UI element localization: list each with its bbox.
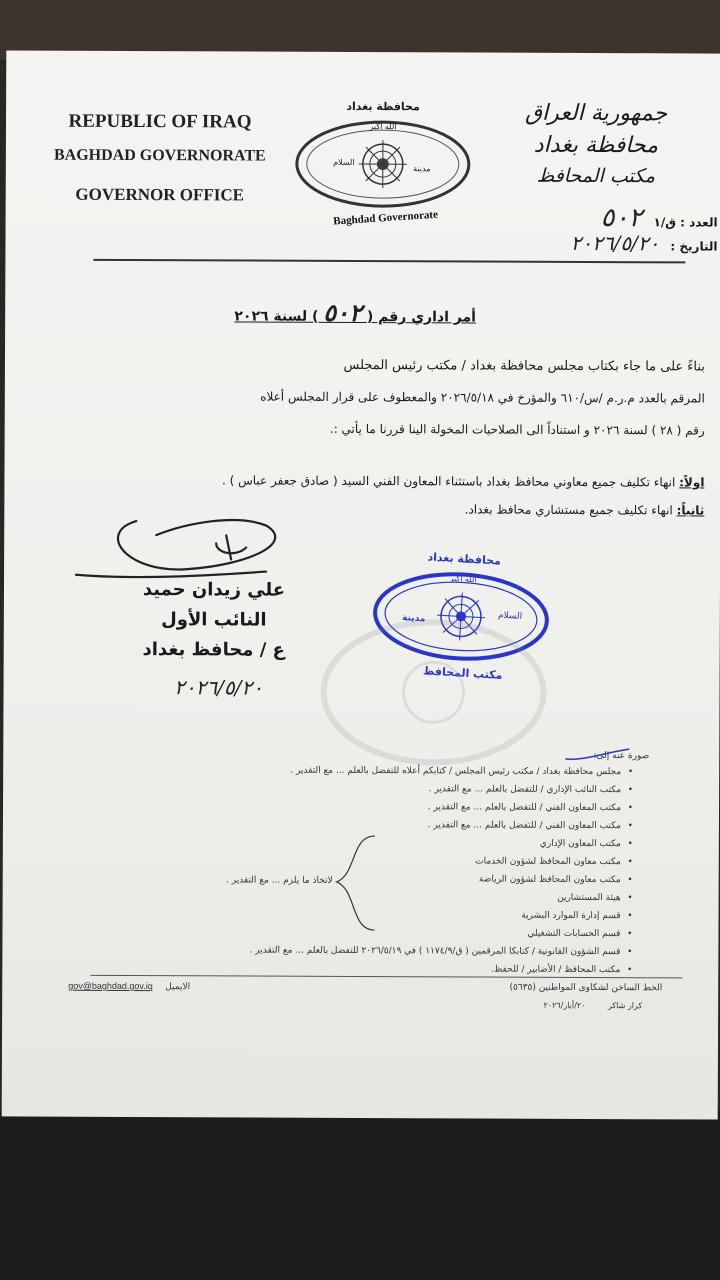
cc-item: • قسم الشؤون القانونية / كتابكا المرقمين ( ق/١١٧٤/٩ ) في ٢٠٢٦/٥/١٩ للتفضل بالعلم ... مع التقدير . <box>250 946 621 958</box>
number-value: ٥٠٢ <box>600 203 643 234</box>
header-ar-line2: محافظة بغداد <box>533 132 659 159</box>
cc-item: • قسم الحسابات التشغيلي <box>527 929 620 939</box>
order-title-start: أمر اداري رقم ( <box>366 309 476 326</box>
date-label: التاريخ : <box>670 239 718 254</box>
stamp-bottom-text: مكتب المحافظ <box>422 664 503 682</box>
cc-item: • مكتب معاون المحافظ لشؤون الرياضة <box>479 875 621 886</box>
signer-name: علي زيدان حميد <box>142 579 286 601</box>
document-date <box>477 231 717 258</box>
cc-item: • مكتب المعاون الإداري <box>540 839 621 849</box>
cc-item: • مكتب المعاون الفني / للتفضل بالعلم ... مع التقدير . <box>428 820 621 831</box>
footer-ref-date: ٢٠/أيار/٢٠٢٦ <box>543 1000 586 1010</box>
cc-bracket-note: لاتخاذ ما يلزم ... مع التقدير . <box>225 875 333 886</box>
body-line2: المرقم بالعدد م.ر.م /س/٦١٠ والمؤرخ في ٢٠٢٦/٥/١٨ والمعطوف على قرار المجلس أعلاه <box>260 389 705 406</box>
footer-email[interactable]: gov@baghdad.gov.iq <box>68 980 153 992</box>
order-title-end: ) لسنة ٢٠٢٦ <box>234 308 319 325</box>
header-en-line2: BAGHDAD GOVERNORATE <box>53 146 266 165</box>
signer-title1: النائب الأول <box>161 609 267 631</box>
item2-text: انهاء تكليف جميع مستشاري محافظ بغداد. <box>464 502 673 518</box>
governorate-logo <box>288 100 479 231</box>
cc-heading: صورة عنه إلى: <box>593 751 650 762</box>
logo-inner-text3: مدينة <box>413 164 431 174</box>
cc-bracket-icon <box>330 834 380 934</box>
cc-item: • هيئة المستشارين <box>557 893 621 903</box>
item1-label: اولاً: <box>679 475 705 490</box>
header-ar-line1: جمهورية العراق <box>524 100 668 127</box>
header-en-line3: GOVERNOR OFFICE <box>75 184 245 205</box>
signature-date: ٢٠٢٦/٥/٢٠ <box>174 675 263 700</box>
stamp-top-text: محافظة بغداد <box>427 550 502 568</box>
number-label: العدد : ق/١ <box>653 215 718 230</box>
item1-text: انهاء تكليف جميع معاوني محافظ بغداد باستثناء المعاون الفني السيد ( صادق جعفر عباس ) . <box>221 473 676 490</box>
cc-item: • مجلس محافظة بغداد / مكتب رئيس المجلس / كتابكم أعلاه للتفضل بالعلم ... مع التقدير . <box>290 766 621 777</box>
cc-item: • مكتب المعاون الفني / للتفضل بالعلم ... مع التقدير . <box>428 802 621 813</box>
signer-title2: ع / محافظ بغداد <box>142 639 285 661</box>
order-number: ٥٠٢ <box>323 297 363 327</box>
footer-email-block <box>68 981 268 993</box>
logo-bottom-text: Baghdad Governorate <box>332 208 439 228</box>
order-title <box>195 297 515 327</box>
item2-label: ثانياً: <box>676 503 705 518</box>
cc-item: • قسم إدارة الموارد البشرية <box>521 911 620 921</box>
logo-inner-text1: الله أكبر <box>369 122 397 132</box>
date-value: ٢٠٢٦/٥/٢٠ <box>570 230 660 256</box>
document-number <box>478 203 718 234</box>
order-item-1 <box>84 473 704 490</box>
footer-divider <box>90 975 682 979</box>
stamp-inner-text1: الله أكبر <box>449 573 477 585</box>
cc-item: • مكتب المحافظ / الأضابير / للحفظ. <box>491 965 620 976</box>
footer-hotline: الخط الساخن لشكاوى المواطنين (٥٦٣٥) <box>509 982 663 994</box>
footer-reference <box>442 1000 642 1010</box>
stamp-inner-text3: مدينة <box>401 613 426 625</box>
watermark-emblem-icon <box>303 612 564 773</box>
footer-email-label: الايميل <box>165 982 191 993</box>
header-divider <box>93 259 685 264</box>
logo-top-text: محافظة بغداد <box>346 99 420 114</box>
cc-underline-mark-icon <box>563 745 633 765</box>
document-page <box>2 50 720 1119</box>
logo-inner-text2: السلام <box>333 157 355 167</box>
header-en-line1: REPUBLIC OF IRAQ <box>68 110 252 133</box>
cc-item: • مكتب النائب الإداري / للتفضل بالعلم ... مع التقدير . <box>429 784 621 795</box>
header-ar-line3: مكتب المحافظ <box>536 164 655 188</box>
footer-ref-name: كرار شاكر <box>607 1001 643 1011</box>
background-bottom <box>0 1110 720 1280</box>
stamp-inner-text2: السلام <box>497 610 523 622</box>
body-line1: بناءً على ما جاء بكتاب مجلس محافظة بغداد / مكتب رئيس المجلس <box>343 357 705 375</box>
body-line3: رقم ( ٢٨ ) لسنة ٢٠٢٦ و استناداً الى الصلاحيات المخولة الينا قررنا ما يأتي :. <box>329 421 705 438</box>
cc-item: • مكتب معاون المحافظ لشؤون الخدمات <box>475 856 621 867</box>
